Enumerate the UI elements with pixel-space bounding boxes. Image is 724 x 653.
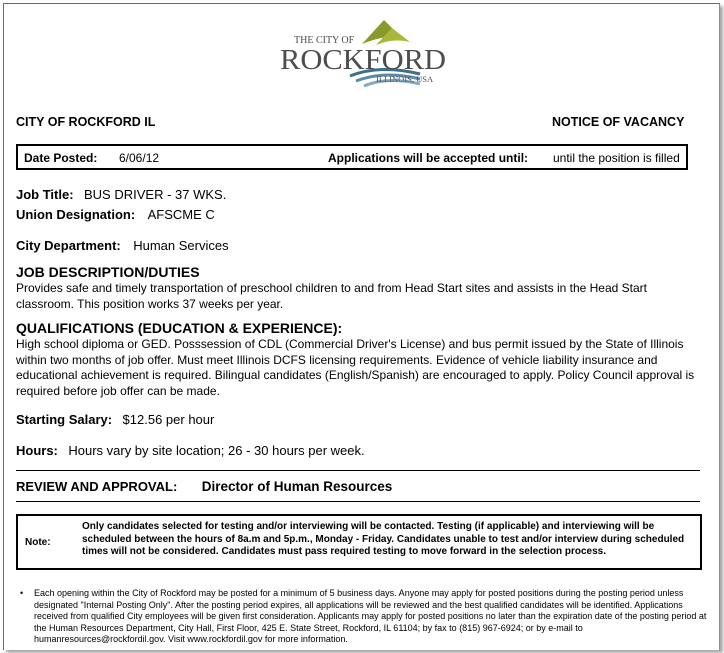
department-label: City Department: <box>16 238 121 253</box>
job-title-value: BUS DRIVER - 37 WKS. <box>84 187 227 202</box>
union-row <box>16 206 215 224</box>
union-label: Union Designation: <box>16 207 136 222</box>
review-row <box>16 478 392 496</box>
header-notice: NOTICE OF VACANCY <box>552 115 685 129</box>
review-label: REVIEW AND APPROVAL: <box>16 479 178 494</box>
note-box <box>16 514 702 570</box>
job-description-heading: JOB DESCRIPTION/DUTIES <box>16 264 200 280</box>
job-title-label: Job Title: <box>16 187 74 202</box>
footer-text: Each opening within the City of Rockford may be posted for a minimum of 5 business days. Anyone may apply for posted positions during the posting period unless designated "Internal Posting Only". After the posting period expires, all applications will be reviewed and the best qualified candidates will be identified. Applications received from qualified City employees will be given first consideration. Applicants may apply for posted positions no later than the expiration date of the posting period at the Human Resources Department, City Hall, First Floor, 425 E. State Street, Rockford, IL 61104; by fax to (815) 967-6924; or by e-mail to humanresources@rockfordil.gov. Visit www.rockfordil.gov for more information. <box>34 588 707 645</box>
accepted-until-label: Applications will be accepted until: <box>328 151 529 165</box>
note-text: Only candidates selected for testing and/or interviewing will be contacted. Testing (if applicable) and interviewing will be scheduled between the hours of 8a.m and 5p.m., Monday - Friday. Candidates unable to test and/or interview during scheduled times will not be considered. Candidates must pass required testing to move forward in the selection process. <box>82 521 685 557</box>
document-page <box>3 3 720 650</box>
salary-label: Starting Salary: <box>16 412 113 427</box>
department-row <box>16 237 229 255</box>
svg-text:ILLINOIS, USA: ILLINOIS, USA <box>376 74 434 84</box>
accepted-until-value: until the position is filled <box>553 151 680 165</box>
city-logo <box>280 14 448 92</box>
dates-box <box>16 144 688 170</box>
divider-top <box>16 470 700 471</box>
svg-text:ROCKFORD: ROCKFORD <box>280 44 446 76</box>
review-value: Director of Human Resources <box>201 479 393 494</box>
footer-bullet: • <box>20 588 24 598</box>
qualifications-heading: QUALIFICATIONS (EDUCATION & EXPERIENCE): <box>16 320 343 336</box>
job-description-text: Provides safe and timely transportation of preschool children to and from Head Start sites and assists in the Head Start classroom. This position works 37 weeks per year. <box>16 281 647 311</box>
qualifications-text: High school diploma or GED. Posssession of CDL (Commercial Driver's License) and bus permit issued by the State of Illinois within two months of job offer. Must meet Illinois DCFS licensing requirements. Evidence of vehicle liability insurance and educational achievement is required. Bilingual candidates (English/Spanish) are encouraged to apply. Policy Council approval is required before job offer can be made. <box>16 337 695 398</box>
department-value: Human Services <box>133 238 229 253</box>
note-label: Note: <box>25 537 51 548</box>
svg-text:THE CITY OF: THE CITY OF <box>294 35 355 46</box>
date-posted-label: Date Posted: <box>24 151 98 165</box>
union-value: AFSCME C <box>147 207 215 222</box>
divider-bottom <box>16 501 700 502</box>
hours-value: Hours vary by site location; 26 - 30 hours per week. <box>68 443 365 458</box>
salary-row <box>16 411 214 429</box>
hours-row <box>16 442 365 460</box>
hours-label: Hours: <box>16 443 58 458</box>
salary-value: $12.56 per hour <box>122 412 215 427</box>
job-title-row <box>16 186 226 204</box>
header-city: CITY OF ROCKFORD IL <box>16 115 156 129</box>
date-posted-value: 6/06/12 <box>119 151 160 165</box>
city-logo-graphic <box>280 14 448 92</box>
